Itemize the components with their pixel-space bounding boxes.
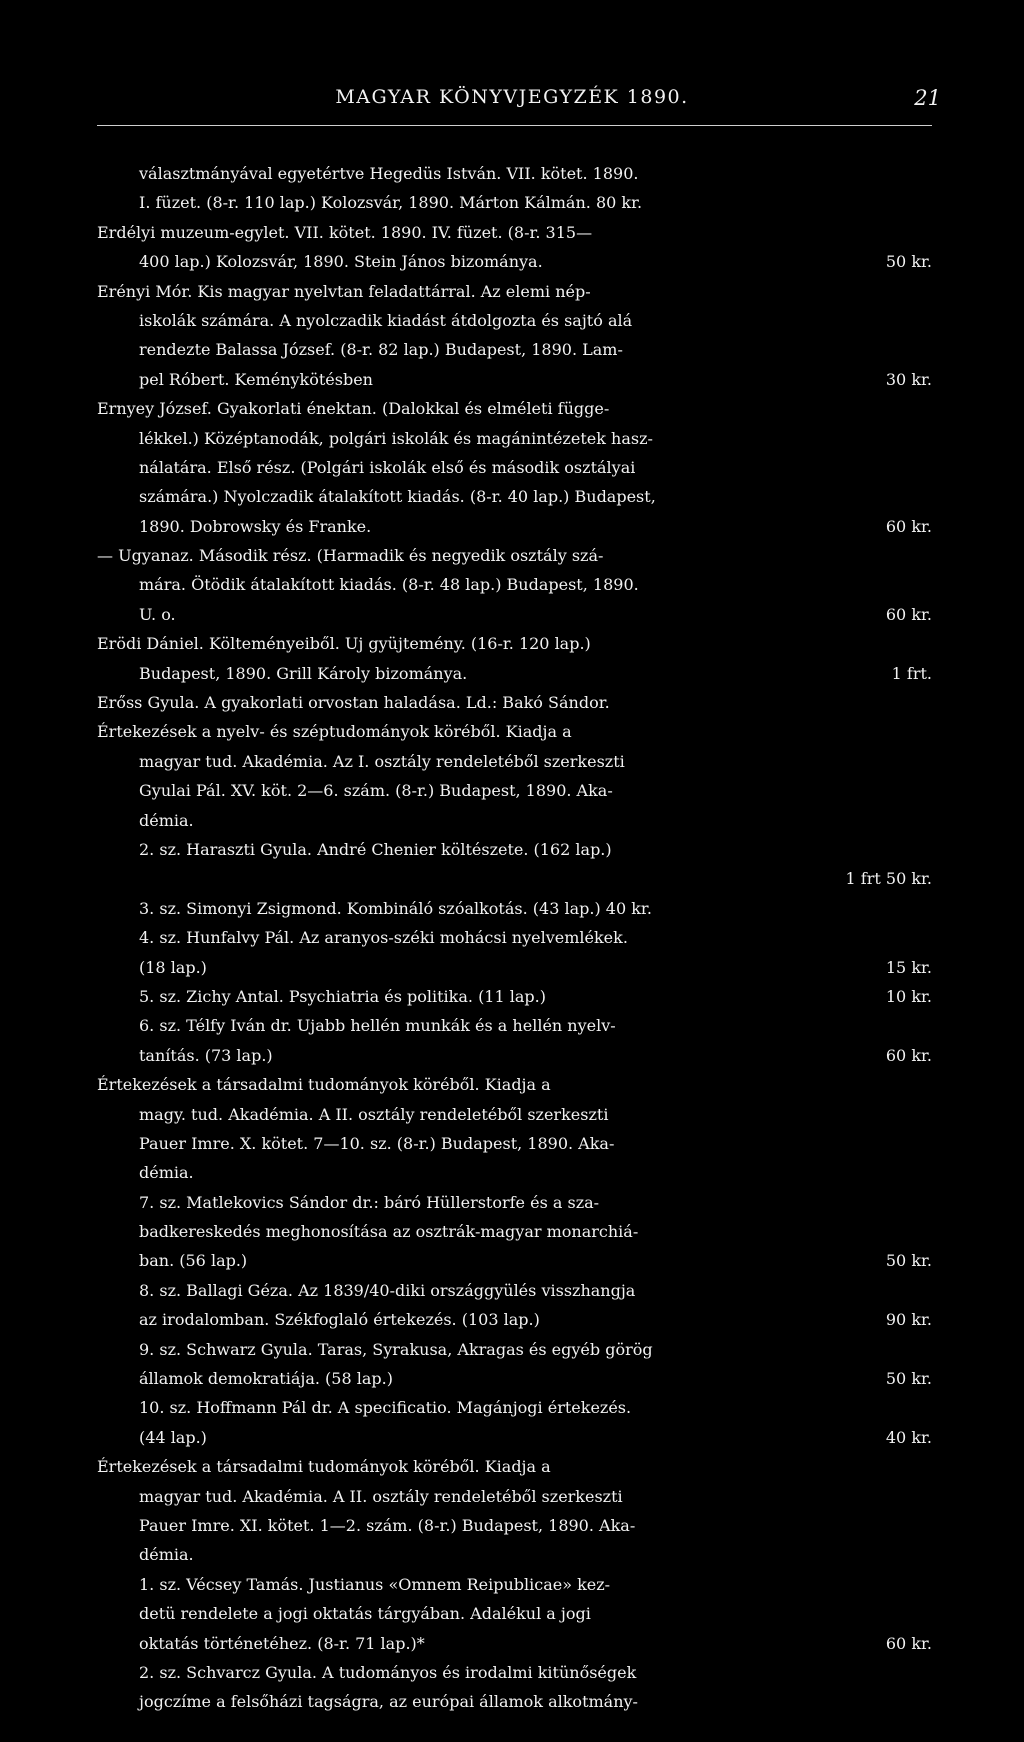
line-text: Pauer Imre. X. kötet. 7—10. sz. (8-r.) Budapest, 1890. Aka- [139,1133,615,1153]
catalog-line [97,693,932,722]
line-text: 2. sz. Haraszti Gyula. André Chenier költészete. (162 lap.) [139,839,612,859]
line-text: démia. [139,810,194,830]
catalog-line [97,899,932,928]
catalog-body [97,164,932,1722]
line-text: mára. Ötödik átalakított kiadás. (8-r. 48 lap.) Budapest, 1890. [139,575,639,595]
catalog-line [97,1281,932,1310]
catalog-line [97,605,932,634]
line-text: 3. sz. Simonyi Zsigmond. Kombináló szóalkotás. (43 lap.) 40 kr. [139,898,652,918]
line-text: Budapest, 1890. Grill Károly bizománya. [139,663,468,683]
line-text: számára.) Nyolczadik átalakított kiadás. (8-r. 40 lap.) Budapest, [139,487,656,507]
line-text: az irodalomban. Székfoglaló értekezés. (103 lap.) [139,1310,540,1330]
line-price: 15 kr. [885,957,932,977]
line-text: 1890. Dobrowsky és Franke. [139,516,372,536]
catalog-line [97,1251,932,1280]
catalog-line [97,781,932,810]
line-text: választmányával egyetértve Hegedüs István. VII. kötet. 1890. [139,164,639,183]
line-text: Értekezések a társadalmi tudományok köréből. Kiadja a [97,1457,551,1477]
catalog-line [97,252,932,281]
catalog-line [97,664,932,693]
catalog-line [97,311,932,340]
line-text: pel Róbert. Keménykötésben [139,369,373,389]
catalog-line [97,1046,932,1075]
line-text: (44 lap.) [139,1427,207,1447]
catalog-line [97,869,932,898]
line-price: 60 kr. [885,516,932,536]
catalog-line [97,370,932,399]
catalog-line [97,575,932,604]
catalog-line [97,223,932,252]
catalog-line [97,164,932,193]
catalog-line [97,1545,932,1574]
catalog-line [97,722,932,751]
catalog-line [97,1398,932,1427]
line-text: (18 lap.) [139,957,207,977]
catalog-line [97,1604,932,1633]
catalog-line [97,1163,932,1192]
catalog-line [97,1134,932,1163]
line-text: magy. tud. Akadémia. A II. osztály rendeletéből szerkeszti [139,1104,609,1124]
catalog-line [97,1487,932,1516]
catalog-line [97,634,932,663]
catalog-line [97,1516,932,1545]
catalog-line [97,1105,932,1134]
line-text: Értekezések a nyelv- és széptudományok köréből. Kiadja a [97,722,572,742]
line-text: Gyulai Pál. XV. köt. 2—6. szám. (8-r.) Budapest, 1890. Aka- [139,781,613,801]
line-price: 60 kr. [885,1045,932,1065]
catalog-line [97,429,932,458]
line-text: — Ugyanaz. Második rész. (Harmadik és negyedik osztály szá- [97,546,604,566]
line-text: 2. sz. Schvarcz Gyula. A tudományos és irodalmi kitünőségek [139,1662,637,1682]
catalog-line [97,1340,932,1369]
line-text: 5. sz. Zichy Antal. Psychiatria és politika. (11 lap.) [139,986,546,1006]
line-text: ban. (56 lap.) [139,1251,248,1271]
line-price: 90 kr. [885,1310,932,1330]
catalog-line [97,1310,932,1339]
line-text: badkereskedés meghonosítása az osztrák-magyar monarchiá- [139,1222,639,1242]
catalog-line [97,928,932,957]
line-price: 1 frt 50 kr. [845,869,932,889]
line-text: Erödi Dániel. Költeményeiből. Uj gyüjtemény. (16-r. 120 lap.) [97,634,591,654]
catalog-line [97,458,932,487]
line-price: 50 kr. [885,252,932,272]
line-text: Ernyey József. Gyakorlati énektan. (Dalokkal és elméleti függe- [97,399,610,419]
line-price: 50 kr. [885,1251,932,1271]
line-text: U. o. [139,604,176,624]
line-price: 40 kr. [885,1427,932,1447]
line-text: tanítás. (73 lap.) [139,1045,273,1065]
line-text: 6. sz. Télfy Iván dr. Ujabb hellén munkák és a hellén nyelv- [139,1016,616,1036]
line-text: 9. sz. Schwarz Gyula. Taras, Syrakusa, Akragas és egyéb görög [139,1339,653,1359]
line-text: 400 lap.) Kolozsvár, 1890. Stein János bizománya. [139,252,543,272]
line-price: 60 kr. [885,1633,932,1653]
catalog-line [97,487,932,516]
page-header [0,86,1024,116]
catalog-line [97,282,932,311]
line-text: államok demokratiája. (58 lap.) [139,1369,393,1389]
catalog-line [97,193,932,222]
catalog-line [97,1222,932,1251]
line-price: 60 kr. [885,604,932,624]
line-text: iskolák számára. A nyolczadik kiadást átdolgozta és sajtó alá [139,310,633,330]
catalog-line [97,1193,932,1222]
line-text: Erdélyi muzeum-egylet. VII. kötet. 1890. IV. füzet. (8-r. 315— [97,222,593,242]
line-text: magyar tud. Akadémia. Az I. osztály rendeletéből szerkeszti [139,751,625,771]
catalog-line [97,752,932,781]
line-price: 50 kr. [885,1369,932,1389]
line-price: 1 frt. [891,663,932,683]
line-text: lékkel.) Középtanodák, polgári iskolák és magánintézetek hasz- [139,428,653,448]
line-text: 8. sz. Ballagi Géza. Az 1839/40-diki országgyülés visszhangja [139,1280,636,1300]
catalog-line [97,1692,932,1721]
line-text: jogczíme a felsőházi tagságra, az európai államok alkotmány- [139,1692,638,1712]
line-text: 4. sz. Hunfalvy Pál. Az aranyos-széki mohácsi nyelvemlékek. [139,928,628,948]
catalog-line [97,1428,932,1457]
line-price: 30 kr. [885,369,932,389]
line-text: 7. sz. Matlekovics Sándor dr.: báró Hüllerstorfe és a sza- [139,1192,600,1212]
line-text: magyar tud. Akadémia. A II. osztály rendeletéből szerkeszti [139,1486,623,1506]
catalog-line [97,1016,932,1045]
line-text: detü rendelete a jogi oktatás tárgyában. Adalékul a jogi [139,1604,591,1624]
catalog-line [97,340,932,369]
line-text: démia. [139,1545,194,1565]
line-text: rendezte Balassa József. (8-r. 82 lap.) Budapest, 1890. Lam- [139,340,623,360]
running-title: MAGYAR KÖNYVJEGYZÉK 1890. [335,86,689,108]
line-text: Értekezések a társadalmi tudományok köréből. Kiadja a [97,1075,551,1095]
catalog-line [97,546,932,575]
catalog-line [97,1369,932,1398]
line-text: oktatás történetéhez. (8-r. 71 lap.)* [139,1633,425,1653]
page-number: 21 [914,86,941,110]
catalog-line [97,1457,932,1486]
catalog-line [97,958,932,987]
line-text: Erényi Mór. Kis magyar nyelvtan feladattárral. Az elemi nép- [97,281,591,301]
catalog-line [97,987,932,1016]
line-text: 1. sz. Vécsey Tamás. Justianus «Omnem Reipublicae» kez- [139,1574,611,1594]
catalog-line [97,811,932,840]
line-text: démia. [139,1163,194,1183]
header-rule [97,125,932,126]
line-text: 10. sz. Hoffmann Pál dr. A specificatio. Magánjogi értekezés. [139,1398,632,1418]
catalog-line [97,1634,932,1663]
catalog-line [97,840,932,869]
line-text: Pauer Imre. XI. kötet. 1—2. szám. (8-r.) Budapest, 1890. Aka- [139,1515,636,1535]
catalog-line [97,517,932,546]
line-price: 10 kr. [885,986,932,1006]
line-text: nálatára. Első rész. (Polgári iskolák első és második osztályai [139,457,636,477]
line-text: Erőss Gyula. A gyakorlati orvostan haladása. Ld.: Bakó Sándor. [97,693,610,713]
catalog-line [97,399,932,428]
catalog-line [97,1663,932,1692]
catalog-line [97,1575,932,1604]
catalog-line [97,1075,932,1104]
line-text: I. füzet. (8-r. 110 lap.) Kolozsvár, 1890. Márton Kálmán. 80 kr. [139,193,643,213]
